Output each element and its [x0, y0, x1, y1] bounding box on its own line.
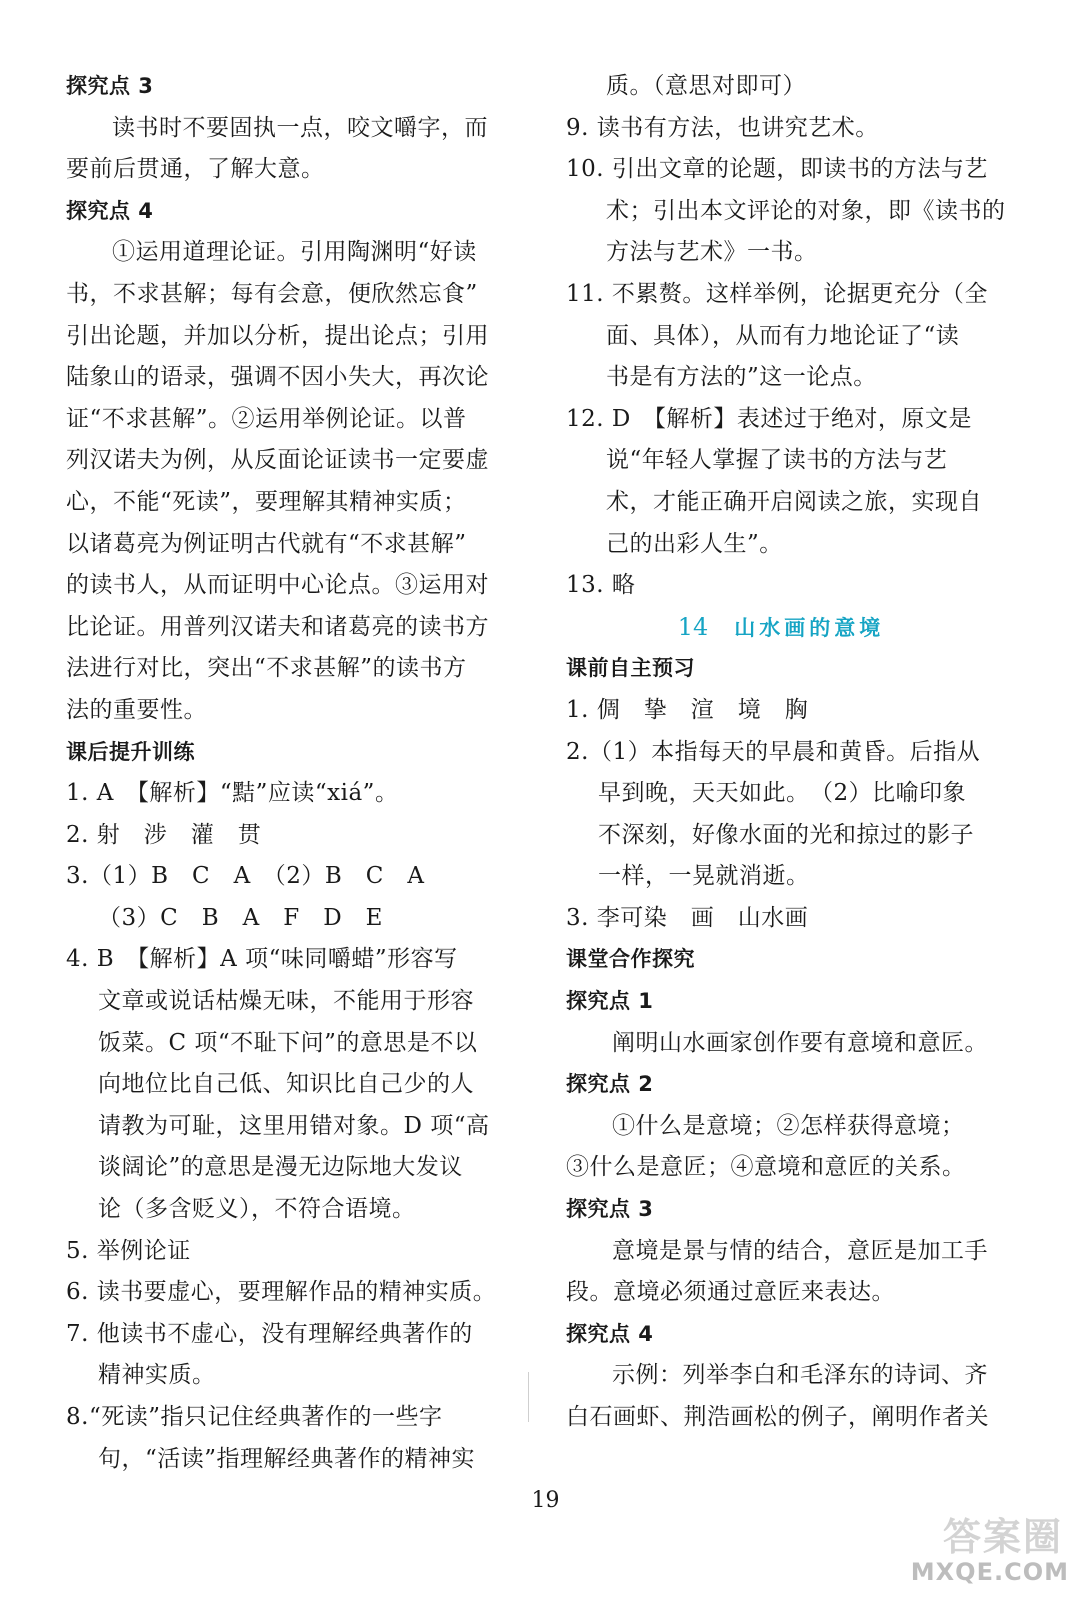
lesson-number: 14	[677, 612, 709, 641]
right-line: 13. 略	[566, 572, 636, 599]
left-heading: 探究点 4	[66, 198, 154, 223]
left-line: 6. 读书要虚心，要理解作品的精神实质。	[66, 1279, 497, 1306]
lesson-title	[566, 607, 996, 649]
lesson-name: 山水画的意境	[734, 615, 885, 640]
right-line: ③什么是意匠；④意境和意匠的关系。	[566, 1154, 966, 1181]
left-line: 证“不求甚解”。②运用举例论证。以普	[66, 405, 467, 432]
right-heading: 探究点 3	[566, 1197, 654, 1222]
right-line: 3. 李可染 画 山水画	[566, 904, 809, 931]
right-line: 12. D 【解析】表述过于绝对，原文是	[566, 405, 972, 432]
left-heading: 探究点 3	[66, 74, 154, 98]
right-paragraph-start: ①什么是意境；②怎样获得意境；	[612, 1112, 965, 1139]
left-line: 要前后贯通，了解大意。	[66, 156, 325, 183]
left-line: 文章或说话枯燥无味，不能用于形容	[98, 988, 474, 1015]
left-paragraph-start: ①运用道理论证。引用陶渊明“好读	[112, 239, 477, 266]
right-line: 说“年轻人掌握了读书的方法与艺	[606, 447, 948, 474]
left-line: 请教为可耻，这里用错对象。D 项“高	[98, 1112, 490, 1139]
right-line: 早到晚，天天如此。 （2）比喻印象	[598, 780, 967, 807]
left-line: 向地位比自己低、知识比自己少的人	[98, 1071, 474, 1098]
watermark	[909, 1506, 1069, 1586]
left-column	[66, 66, 497, 1480]
right-line: 9. 读书有方法，也讲究艺术。	[566, 114, 879, 141]
left-line: 以诸葛亮为例证明古代就有“不求甚解”	[66, 530, 467, 557]
right-line: 术，才能正确开启阅读之旅，实现自	[606, 488, 982, 515]
left-line: 3.（1）B C A （2）B C A	[66, 863, 425, 890]
left-line: （3）C B A F D E	[98, 904, 383, 931]
right-line: 面、具体），从而有力地论证了“读	[606, 322, 960, 349]
watermark-logo: 答案圈	[942, 1515, 1063, 1559]
left-line: 7. 他读书不虚心，没有理解经典著作的	[66, 1320, 473, 1347]
right-paragraph-start: 意境是景与情的结合，意匠是加工手	[612, 1237, 988, 1264]
right-section-title: 课前自主预习	[566, 656, 695, 681]
left-line: 句，“活读”指理解经典著作的精神实	[98, 1445, 476, 1472]
watermark-text: MXQE.COM	[910, 1558, 1069, 1586]
right-section-title: 课堂合作探究	[566, 947, 695, 972]
right-line: 2.（1）本指每天的早晨和黄昏。后指从	[566, 738, 981, 765]
right-line: 方法与艺术》一书。	[606, 239, 818, 266]
left-line: 论（多含贬义），不符合语境。	[98, 1196, 416, 1223]
right-line: 书是有方法的”这一论点。	[606, 364, 877, 391]
left-line: 列汉诺夫为例，从反面论证读书一定要虚	[66, 447, 489, 474]
left-paragraph-start: 读书时不要固执一点，咬文嚼字，而	[112, 114, 488, 141]
right-line: 1. 倜 挚 渲 境 胸	[566, 696, 809, 723]
left-line: 4. B 【解析】A 项“味同嚼蜡”形容写	[66, 946, 458, 973]
left-line: 法的重要性。	[66, 696, 207, 723]
left-line: 陆象山的语录，强调不因小失大，再次论	[66, 364, 489, 391]
left-section-title: 课后提升训练	[66, 739, 195, 764]
right-line: 白石画虾、荆浩画松的例子，阐明作者关	[566, 1404, 989, 1430]
right-paragraph-start: 阐明山水画家创作要有意境和意匠。	[612, 1029, 988, 1056]
left-line: 5. 举例论证	[66, 1237, 191, 1264]
left-line: 饭菜。C 项“不耻下问”的意思是不以	[98, 1029, 478, 1056]
right-line: 质。（意思对即可）	[606, 73, 806, 99]
column-divider	[528, 1372, 529, 1422]
left-line: 1. A 【解析】“黠”应读“xiá”。	[66, 780, 399, 807]
right-line: 一样，一晃就消逝。	[598, 863, 810, 890]
left-line: 谈阔论”的意思是漫无边际地大发议	[98, 1154, 463, 1181]
left-line: 的读书人，从而证明中心论点。③运用对	[66, 572, 489, 599]
right-line: 11. 不累赘。这样举例，论据更充分（全	[566, 280, 988, 307]
left-line: 比论证。用普列汉诺夫和诸葛亮的读书方	[66, 613, 489, 640]
left-line: 8.“死读”指只记住经典著作的一些字	[66, 1404, 443, 1430]
left-line: 书，不求甚解；每有会意，便欣然忘食”	[66, 280, 478, 307]
right-heading: 探究点 4	[566, 1321, 654, 1346]
left-line: 法进行对比，突出“不求甚解”的读书方	[66, 655, 467, 682]
left-line: 引出论题，并加以分析，提出论点；引用	[66, 322, 489, 349]
right-line: 术；引出本文评论的对象，即《读书的	[606, 197, 1006, 224]
right-line: 不深刻，好像水面的光和掠过的影子	[598, 821, 974, 848]
right-line: 段。意境必须通过意匠来表达。	[566, 1279, 895, 1306]
right-line: 己的出彩人生”。	[606, 530, 783, 557]
left-line: 2. 射 涉 灌 贯	[66, 821, 262, 848]
right-heading: 探究点 1	[566, 989, 654, 1014]
left-line: 精神实质。	[98, 1362, 216, 1389]
right-heading: 探究点 2	[566, 1072, 654, 1097]
right-line: 10. 引出文章的论题，即读书的方法与艺	[566, 156, 988, 183]
right-column	[566, 66, 1006, 1439]
right-paragraph-start: 示例：列举李白和毛泽东的诗词、齐	[612, 1362, 988, 1389]
left-line: 心，不能“死读”，要理解其精神实质；	[66, 488, 467, 515]
page-number: 19	[531, 1488, 560, 1513]
